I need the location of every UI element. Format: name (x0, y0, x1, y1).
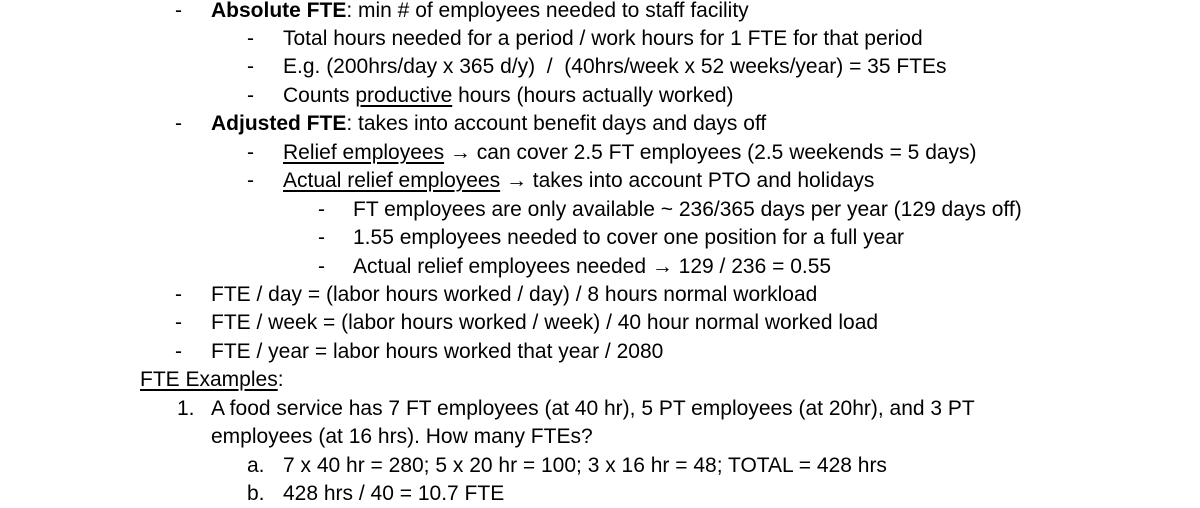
examples-heading-text: FTE Examples (140, 368, 278, 391)
bullet-text: Counts (283, 84, 356, 107)
dash-marker: - (247, 141, 254, 164)
bullet-text: Total hours needed for a period / work hours for 1 FTE for that period (283, 27, 923, 50)
dash-marker: - (175, 0, 182, 22)
dash-marker: - (247, 55, 254, 78)
examples-heading (140, 366, 284, 394)
dash-marker: - (175, 311, 182, 334)
letter-marker: b. (247, 482, 265, 505)
bullet-text: E.g. (200hrs/day x 365 d/y) / (40hrs/week x 52 weeks/year) = 35 FTEs (283, 55, 947, 78)
term-absolute-fte: Absolute FTE (211, 0, 347, 22)
dash-marker: - (318, 255, 325, 278)
example-question-line-2: employees (at 16 hrs). How many FTEs? (211, 425, 593, 448)
dash-marker: - (318, 226, 325, 249)
numbered-marker: 1. (177, 397, 195, 420)
underlined-actual-relief: Actual relief employees (283, 169, 501, 192)
underlined-productive: productive (355, 84, 453, 107)
dash-marker: - (175, 112, 182, 135)
dash-marker: - (247, 169, 254, 192)
examples-heading-colon: : (277, 368, 284, 391)
bullet-text: hours (hours actually worked) (452, 84, 734, 107)
definition-text: : min # of employees needed to staff facility (346, 0, 749, 22)
underlined-relief-employees: Relief employees (283, 141, 445, 164)
bullet-text: FTE / week = (labor hours worked / week) / 40 hour normal worked load (211, 311, 879, 334)
dash-marker: - (247, 84, 254, 107)
definition-text: : takes into account benefit days and days off (346, 112, 767, 135)
answer-text: 7 x 40 hr = 280; 5 x 20 hr = 100; 3 x 16 hr = 48; TOTAL = 428 hrs (283, 454, 887, 477)
term-adjusted-fte: Adjusted FTE (211, 112, 347, 135)
bullet-text: → can cover 2.5 FT employees (2.5 weekends = 5 days) (444, 141, 977, 164)
bullet-text: 1.55 employees needed to cover one position for a full year (353, 226, 905, 249)
dash-marker: - (175, 283, 182, 306)
bullet-text: FTE / day = (labor hours worked / day) / 8 hours normal workload (211, 283, 818, 306)
bullet-text: → takes into account PTO and holidays (500, 169, 875, 192)
bullet-text: FTE / year = labor hours worked that year / 2080 (211, 340, 664, 363)
example-question-line-1: A food service has 7 FT employees (at 40 hr), 5 PT employees (at 20hr), and 3 PT (211, 397, 975, 420)
bullet-text: Actual relief employees needed → 129 / 236 = 0.55 (353, 255, 832, 278)
letter-marker: a. (247, 454, 265, 477)
dash-marker: - (318, 198, 325, 221)
dash-marker: - (175, 340, 182, 363)
bullet-text: FT employees are only available ~ 236/365 days per year (129 days off) (353, 198, 1022, 221)
answer-text: 428 hrs / 40 = 10.7 FTE (283, 482, 505, 505)
dash-marker: - (247, 27, 254, 50)
